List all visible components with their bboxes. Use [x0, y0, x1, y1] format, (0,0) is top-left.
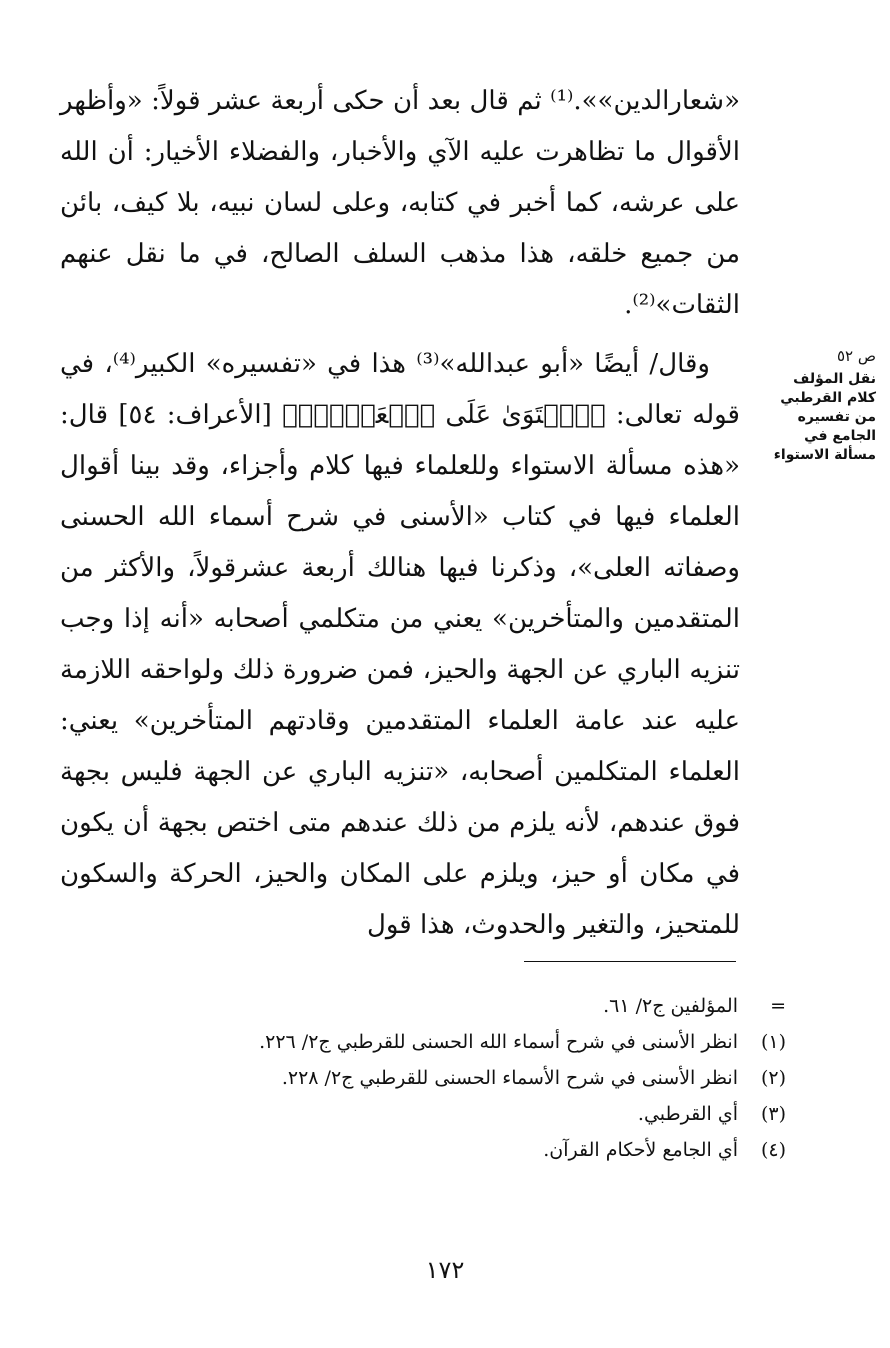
margin-heading: نقل المؤلف كلام القرطبي من تفسيره الجامع في مسألة الاستواء	[773, 371, 876, 463]
footnote-text: المؤلفين ج٢/ ٦١.	[603, 995, 738, 1017]
paragraph-continuation: «شعارالدين»».⁽¹⁾ ثم قال بعد أن حكى أربعة عشر قولاً: «وأظهر الأقوال ما تظاهرت عليه الآي والأخبار، والفضلاء الأخيار: أن الله على عرشه، كما أخبر في كتابه، وعلى لسان نبيه، بلا كيف، بائن من جميع خلقه، هذا مذهب السلف الصالح، في ما نقل عنهم الثقات»⁽²⁾.	[60, 86, 740, 320]
footnote-mark: (٣)	[760, 1103, 786, 1125]
footnote-item	[100, 988, 786, 1024]
page-number: ١٧٢	[425, 1256, 465, 1284]
main-text	[60, 76, 740, 951]
footnote-mark: (٢)	[760, 1067, 786, 1089]
footnote-text: انظر الأسنى في شرح أسماء الله الحسنى للقرطبي ج٢/ ٢٢٦.	[259, 1031, 738, 1053]
footnote-mark: (١)	[760, 1031, 786, 1053]
footnote-item	[100, 1024, 786, 1060]
margin-note	[768, 347, 876, 465]
margin-page-reference: ص ٥٢	[836, 347, 876, 365]
footnote-mark: =	[770, 995, 786, 1017]
footnote-text: انظر الأسنى في شرح الأسماء الحسنى للقرطبي ج٢/ ٢٢٨.	[281, 1067, 738, 1089]
footnotes	[100, 988, 786, 1168]
paragraph-qurtubi-tafsir: وقال/ أيضًا «أبو عبدالله»⁽³⁾ هذا في «تفسيره» الكبير⁽⁴⁾، في قوله تعالى: ﴿ٱسۡتَوَىٰ عَلَى ٱلۡعَرۡشِۖ﴾ [الأعراف: ٥٤] قال: «هذه مسألة الاستواء وللعلماء فيها كلام وأجزاء، وقد بينا أقوال العلماء فيها في كتاب «الأسنى في شرح أسماء الله الحسنى وصفاته العلى»، وذكرنا فيها هنالك أربعة عشرقولاً، والأكثر من المتقدمين والمتأخرين» يعني من متكلمي أصحابه «أنه إذا وجب تنزيه الباري عن الجهة والحيز، فمن ضرورة ذلك ولواحقه اللازمة عليه عند عامة العلماء المتقدمين وقادتهم المتأخرين» يعني: العلماء المتكلمين أصحابه، «تنزيه الباري عن الجهة فليس بجهة فوق عندهم، لأنه يلزم من ذلك عندهم متى اختص بجهة أن يكون في مكان أو حيز، ويلزم على المكان والحيز، الحركة والسكون للمتحيز، والتغير والحدوث، هذا قول	[60, 349, 740, 940]
footnote-text: أي القرطبي.	[637, 1103, 738, 1125]
footnote-item	[100, 1096, 786, 1132]
footnote-separator	[524, 961, 736, 962]
footnote-item	[100, 1132, 786, 1168]
footnote-item	[100, 1060, 786, 1096]
footnote-text: أي الجامع لأحكام القرآن.	[543, 1139, 738, 1161]
footnote-mark: (٤)	[760, 1139, 786, 1161]
